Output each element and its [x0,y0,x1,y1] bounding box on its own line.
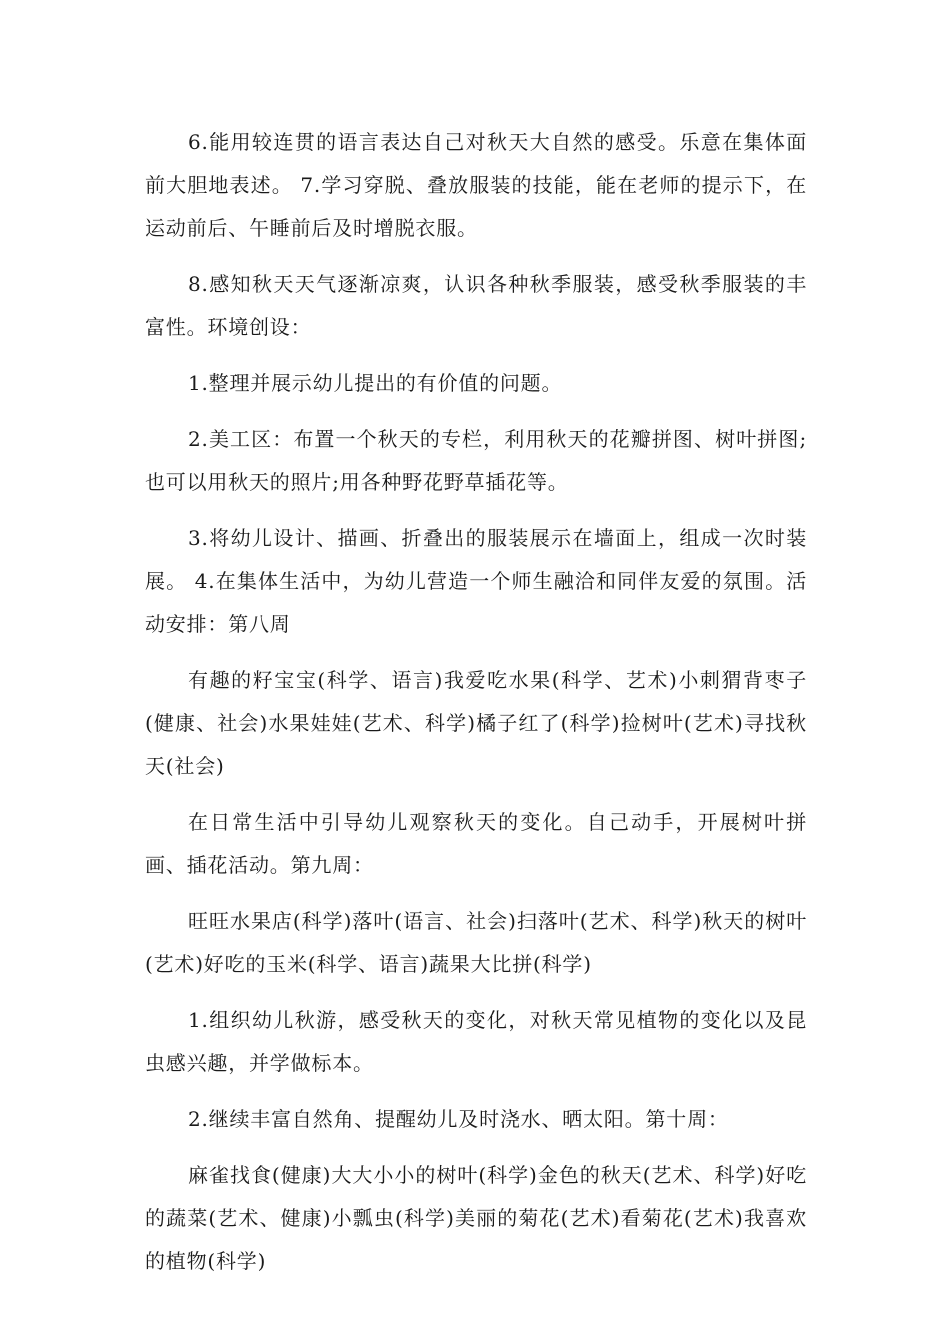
paragraph: 1.整理并展示幼儿提出的有价值的问题。 [188,371,563,395]
paragraph: 6.能用较连贯的语言表达自己对秋天大自然的感受。乐意在集体面前大胆地表述。 7.学习穿脱、叠放服装的技能，能在老师的提示下，在运动前后、午睡前后及时增脱衣服。 [145,130,807,240]
paragraph: 有趣的籽宝宝(科学、语言)我爱吃水果(科学、艺术)小刺猬背枣子(健康、社会)水果娃娃(艺术、科学)橘子红了(科学)捡树叶(艺术)寻找秋天(社会) [145,668,807,778]
paragraph: 在日常生活中引导幼儿观察秋天的变化。自己动手，开展树叶拼画、插花活动。第九周： [145,810,807,877]
paragraph: 2.美工区：布置一个秋天的专栏，利用秋天的花瓣拼图、树叶拼图;也可以用秋天的照片;用各种野花野草插花等。 [145,427,807,494]
paragraph: 8.感知秋天天气逐渐凉爽，认识各种秋季服装，感受秋季服装的丰富性。环境创设： [145,272,807,339]
paragraph: 麻雀找食(健康)大大小小的树叶(科学)金色的秋天(艺术、科学)好吃的蔬菜(艺术、健康)小瓢虫(科学)美丽的菊花(艺术)看菊花(艺术)我喜欢的植物(科学) [145,1163,807,1273]
paragraph: 3.将幼儿设计、描画、折叠出的服装展示在墙面上，组成一次时装展。 4.在集体生活中，为幼儿营造一个师生融洽和同伴友爱的氛围。活动安排：第八周 [145,526,807,636]
document-page [145,121,807,1296]
paragraph: 1.组织幼儿秋游，感受秋天的变化，对秋天常见植物的变化以及昆虫感兴趣，并学做标本。 [145,1008,807,1075]
paragraph: 2.继续丰富自然角、提醒幼儿及时浇水、晒太阳。第十周： [188,1107,729,1131]
paragraph: 旺旺水果店(科学)落叶(语言、社会)扫落叶(艺术、科学)秋天的树叶(艺术)好吃的玉米(科学、语言)蔬果大比拼(科学) [145,909,807,976]
